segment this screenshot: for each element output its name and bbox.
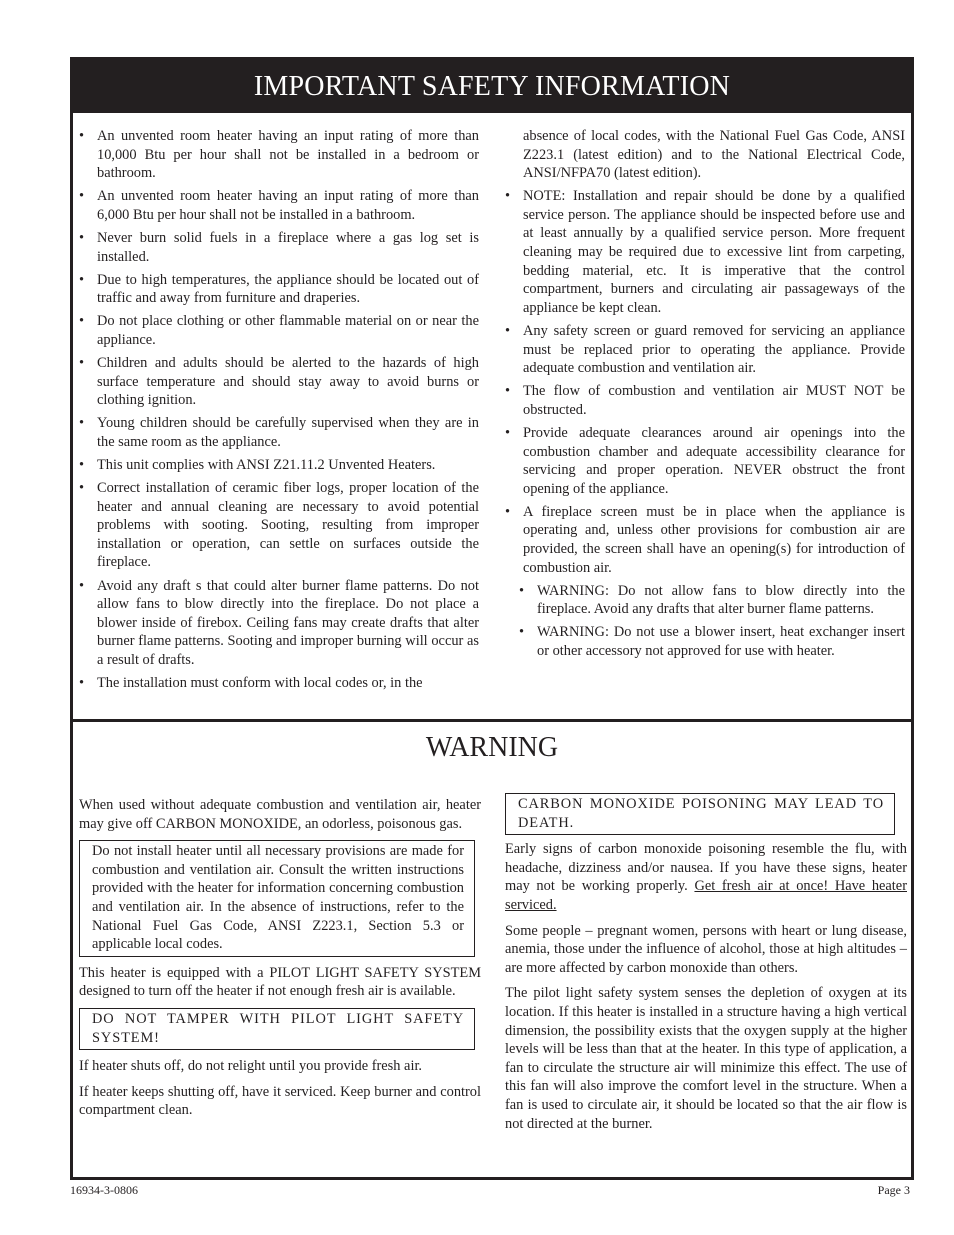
warning-title: WARNING <box>425 732 559 763</box>
list-item: • Avoid any draft s that could alter burner flame patterns. Do not allow fans to blow directly into the fireplace. Do not place a blower inside of firebox. Ceiling fans may create drafts that alter burner flame patterns. Sooting and improper burning will occur as a result of drafts. <box>77 577 479 670</box>
page-number: Page 3 <box>877 1183 910 1197</box>
list-item: • Any safety screen or guard removed for servicing an appliance must be replaced prior to operating the appliance. Provide adequate combustion and ventilation air. <box>503 322 905 378</box>
tamper-warning-box: DO NOT TAMPER WITH PILOT LIGHT SAFETY SYSTEM! <box>79 1008 475 1050</box>
list-item: • An unvented room heater having an input rating of more than 6,000 Btu per hour shall not be installed in a bathroom. <box>77 187 479 224</box>
list-item: • Never burn solid fuels in a fireplace where a gas log set is installed. <box>77 229 479 266</box>
list-item: • Young children should be carefully supervised when they are in the same room as the appliance. <box>77 414 479 451</box>
list-item: • Children and adults should be alerted to the hazards of high surface temperature and should stay away to avoid burns or clothing ignition. <box>77 354 479 410</box>
warning-intro: When used without adequate combustion and ventilation air, heater may give off CARBON MONOXIDE, an odorless, poisonous gas. <box>79 797 481 832</box>
list-item: • This unit complies with ANSI Z21.11.2 Unvented Heaters. <box>77 456 479 475</box>
list-item: • Correct installation of ceramic fiber logs, proper location of the heater and annual cleaning are necessary to avoid potential problems with sooting. Sooting, resulting from improper installation or operation, can settle on surfaces outside the fireplace. <box>77 479 479 572</box>
sub-list-item: • WARNING: Do not use a blower insert, heat exchanger insert or other accessory not approved for use with heater. <box>503 623 905 660</box>
list-item-continuation: absence of local codes, with the National Fuel Gas Code, ANSI Z223.1 (latest edition) and to the National Electrical Code, ANSI/NFPA70 (latest edition). <box>523 128 905 182</box>
early-signs-text: Early signs of carbon monoxide poisoning resemble the flu, with headache, dizziness and/or nausea. If you have these signs, heater may not be working properly. <box>505 841 907 895</box>
list-item: • NOTE: Installation and repair should be done by a qualified service person. The appliance should be inspected before use and at least annually by a qualified service person. More frequent cleaning may be required due to excessive lint from carpeting, bedding material, etc. It is imperative that the control compartment, burners and circulating air passageways of the appliance be kept clean. <box>503 187 905 317</box>
warning-left-column <box>79 796 481 1127</box>
safety-header: IMPORTANT SAFETY INFORMATION <box>73 60 911 113</box>
warning-right-column <box>505 793 907 1140</box>
fresh-air-instruction: Get fresh air at once! Have heater serviced. <box>505 878 907 913</box>
sub-list-item: • WARNING: Do not allow fans to blow directly into the fireplace. Avoid any drafts that alter burner flame patterns. <box>503 582 905 619</box>
poisoning-warning-box: CARBON MONOXIDE POISONING MAY LEAD TO DEATH. <box>505 793 895 835</box>
shutoff-paragraph: If heater shuts off, do not relight until you provide fresh air. <box>79 1058 423 1075</box>
pilot-light-paragraph: The pilot light safety system senses the depletion of oxygen at its location. If this heater is installed in a structure having a high vertical dimension, the possibility exists that the oxygen supply at the higher levels will be less than that at the heater. In this type of application, a fan to circulate the structure air will minimize this effect. The use of this fan will also improve the comfort level in the structure. When a fan is used to circulate air, it should be located so that the air flow is not directed at the burner. <box>505 985 907 1132</box>
list-item: • The flow of combustion and ventilation air MUST NOT be obstructed. <box>503 382 905 419</box>
document-number: 16934-3-0806 <box>70 1183 138 1197</box>
sensitive-people-paragraph: Some people – pregnant women, persons with heart or lung disease, anemia, those under the influence of alcohol, those at high altitudes – are more affected by carbon monoxide than others. <box>505 922 907 976</box>
list-item: • The installation must conform with local codes or, in the <box>77 674 479 693</box>
service-paragraph: If heater keeps shutting off, have it serviced. Keep burner and control compartment clean. <box>79 1083 481 1119</box>
list-item: • Do not place clothing or other flammable material on or near the appliance. <box>77 312 479 349</box>
pilot-system-paragraph: This heater is equipped with a PILOT LIGHT SAFETY SYSTEM designed to turn off the heater if not enough fresh air is available. <box>79 964 481 1000</box>
safety-right-column <box>503 127 905 665</box>
installation-notice-box: Do not install heater until all necessary provisions are made for combustion and ventilation air. Consult the written instructions provided with the heater for information concerning combustion and ventilation air. In the absence of instructions, refer to the National Fuel Gas Code, ANSI Z223.1, Section 5.3 or applicable local codes. <box>79 840 475 957</box>
early-signs-paragraph <box>505 840 907 914</box>
list-item: • An unvented room heater having an input rating of more than 10,000 Btu per hour shall not be installed in a bedroom or bathroom. <box>77 127 479 183</box>
section-divider <box>73 719 911 722</box>
list-item: • Due to high temperatures, the appliance should be located out of traffic and away from furniture and draperies. <box>77 271 479 308</box>
safety-frame <box>70 57 914 1180</box>
list-item: • Provide adequate clearances around air openings into the combustion chamber and adequate accessibility clearance for servicing and proper operation. NEVER obstruct the front opening of the appliance. <box>503 424 905 498</box>
list-item: • A fireplace screen must be in place when the appliance is operating and, unless other provisions for combustion air are provided, the screen shall have an opening(s) for introduction of combustion air. <box>503 503 905 577</box>
safety-left-column <box>77 127 479 697</box>
